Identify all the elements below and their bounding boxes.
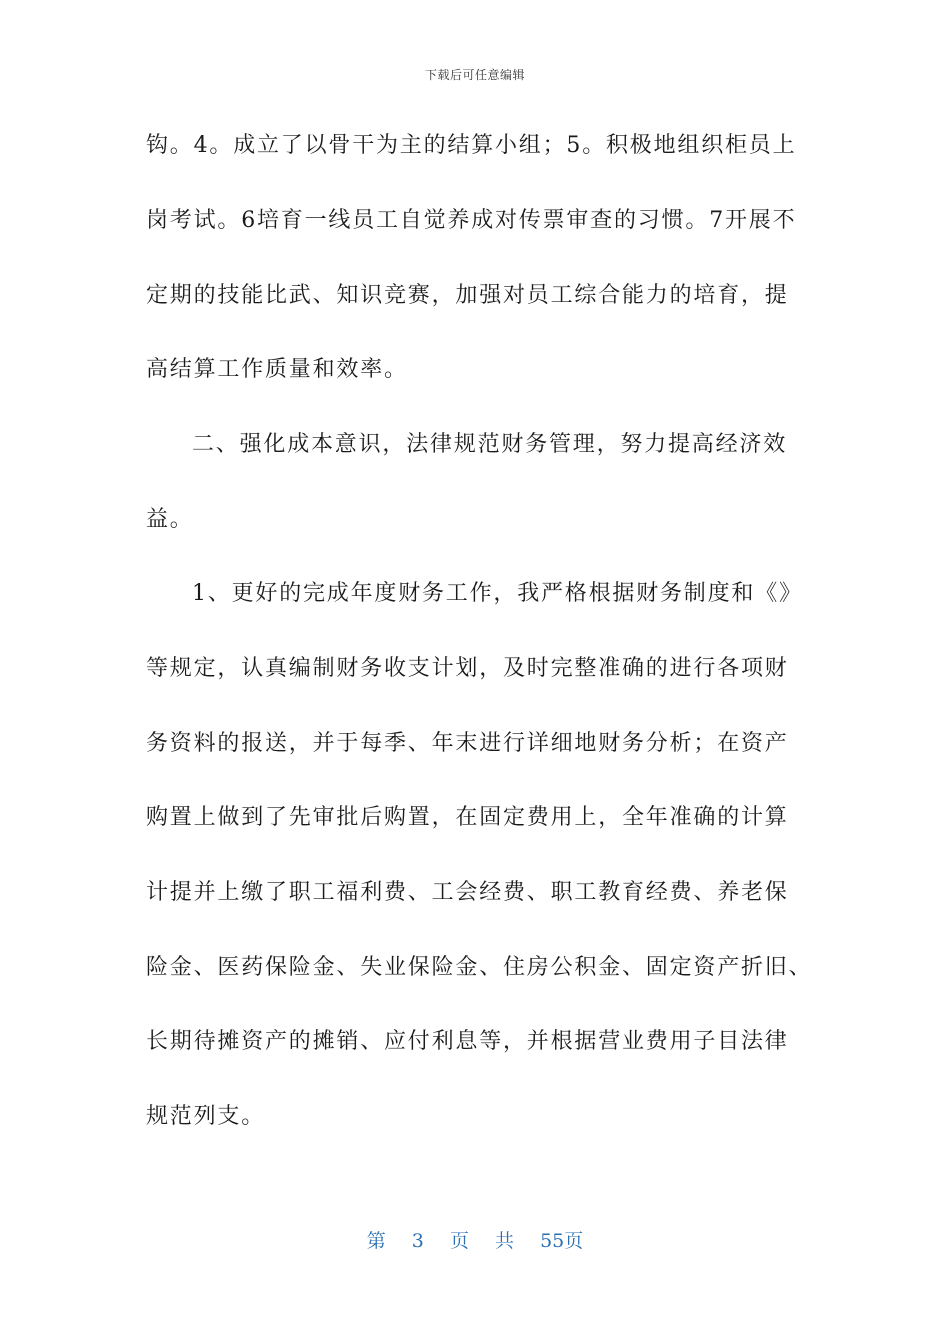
page-footer <box>0 1226 950 1253</box>
text-line: 规范列支。 <box>146 1104 266 1129</box>
text-line: 岗考试。6培育一线员工自觉养成对传票审查的习惯。7开展不 <box>146 208 797 233</box>
page-header: 下载后可任意编辑 <box>424 68 525 82</box>
text-line: 购置上做到了先审批后购置，在固定费用上，全年准确的计算 <box>146 805 789 830</box>
footer-total-pages: 55页 <box>540 1230 584 1252</box>
text-line: 长期待摊资产的摊销、应付利息等，并根据营业费用子目法律 <box>146 1029 789 1054</box>
text-line: 务资料的报送，并于每季、年末进行详细地财务分析；在资产 <box>146 731 789 756</box>
footer-page-label: 第 <box>366 1230 386 1252</box>
footer-total-label: 共 <box>495 1230 515 1252</box>
footer-page-unit: 页 <box>449 1230 469 1252</box>
text-line: 钩。4。成立了以骨干为主的结算小组；5。积极地组织柜员上 <box>146 133 797 158</box>
text-line: 益。 <box>146 507 194 532</box>
text-line: 定期的技能比武、知识竞赛，加强对员工综合能力的培育，提 <box>146 283 789 308</box>
text-line: 计提并上缴了职工福利费、工会经费、职工教育经费、养老保 <box>146 880 789 905</box>
text-line: 二、强化成本意识，法律规范财务管理，努力提高经济效 <box>192 432 788 457</box>
text-line: 险金、医药保险金、失业保险金、住房公积金、固定资产折旧、 <box>146 955 813 980</box>
text-line: 等规定，认真编制财务收支计划，及时完整准确的进行各项财 <box>146 656 789 681</box>
footer-current-page: 3 <box>411 1230 424 1252</box>
text-line: 高结算工作质量和效率。 <box>146 357 408 382</box>
text-line: 1、更好的完成年度财务工作，我严格根据财务制度和《》 <box>192 581 803 606</box>
